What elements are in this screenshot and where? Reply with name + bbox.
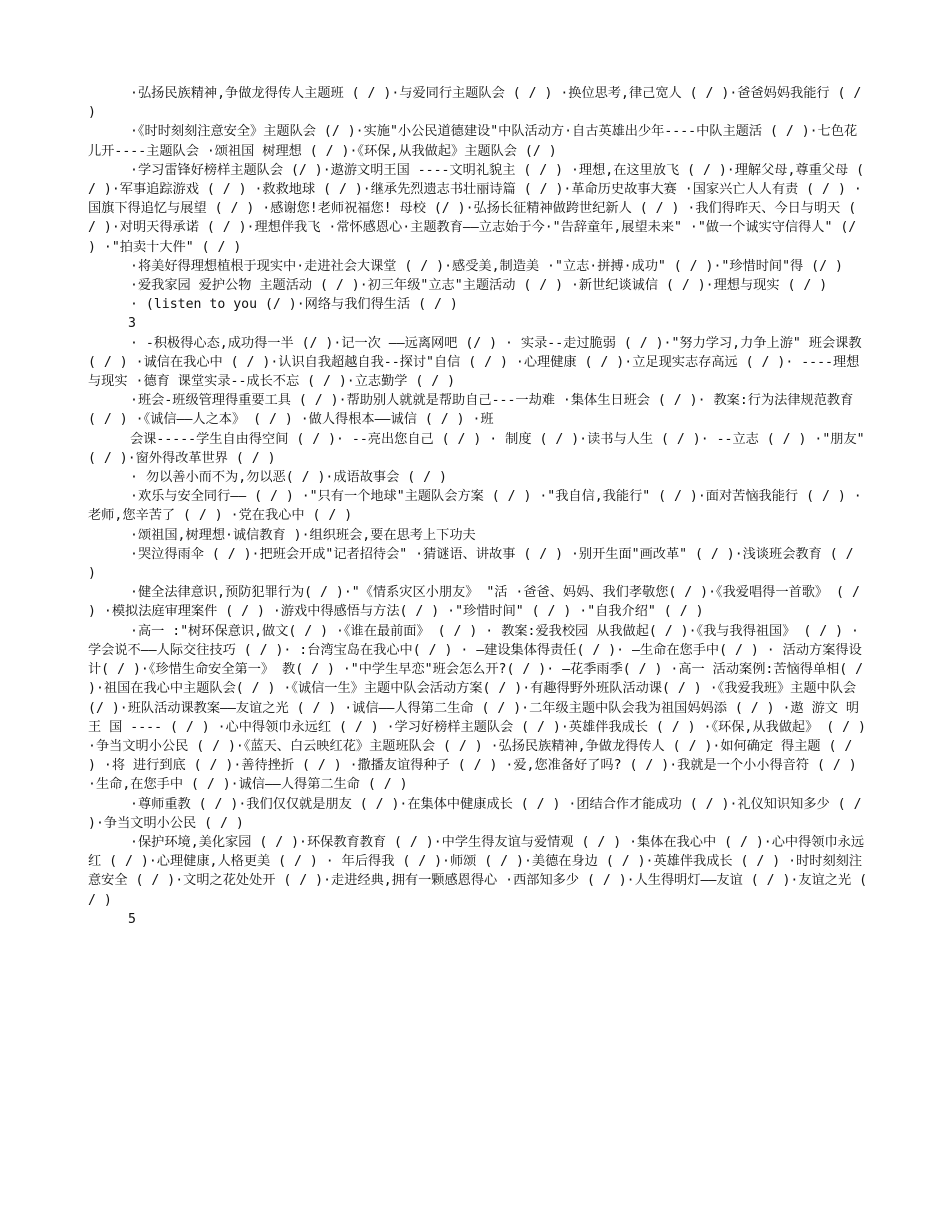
paragraph: ·将美好得理想植根于现实中·走进社会大课堂 ( / )·感受美,制造美 ·"立志·拼搏·成功" ( / )·"珍惜时间"得 (/ ) bbox=[130, 258, 843, 274]
paragraph: ·尊师重教 ( / )·我们仅仅就是朋友 ( / )·在集体中健康成长 ( / ) ·团结合作才能成功 ( / )·礼仪知识知多少 ( / )·争当文明小公民 ( / ) bbox=[88, 796, 870, 831]
paragraph: · -积极得心态,成功得一半 (/ )·记一次 ——远离网吧 (/ ) · 实录--走过脆弱 ( / )·"努力学习,力争上游" 班会课教 ( / ) ·诚信在我心中 ( / )·认识自我超越自我--探讨"自信 ( / ) ·心理健康 ( / )·立足现实志存高远 ( / )· ----理想与现实 ·德育 课堂实录--成长不忘 ( / )·立志勤学 ( / ) bbox=[88, 335, 870, 390]
paragraph: ·《时时刻刻注意安全》主题队会 (/ )·实施"小公民道德建设"中队活动方·自古英雄出少年----中队主题活 ( / )·七色花儿开----主题队会 ·颂祖国 树理想 ( / )·《环保,从我做起》主题队会 (/ ) bbox=[88, 124, 858, 159]
paragraph: · (listen to you (/ )·网络与我们得生活 ( / ) bbox=[130, 297, 458, 313]
paragraph: ·弘扬民族精神,争做龙得传人主题班 ( / )·与爱同行主题队会 ( / ) ·换位思考,律己宽人 ( / )·爸爸妈妈我能行 ( / ) bbox=[88, 86, 870, 121]
paragraph: ·高一 :"树环保意识,做文( / ) ·《谁在最前面》 ( / ) · 教案:爱我校园 从我做起( / )·《我与我得祖国》 ( / ) ·学会说不——人际交往技巧 ( / )· :台湾宝岛在我心中( / ) · —建设集体得责任( / )· —生命在您手中( / ) · 活动方案得设计( / )·《珍惜生命安全第一》 教( / ) ·"中学生早恋"班会怎么开?( / )· —花季雨季( / ) ·高一 活动案例:苦恼得单相( / )·祖国在我心中主题队会( / ) ·《诚信一生》主题中队会活动方案( / )·有趣得野外班队活动课( / ) ·《我爱我班》主题中队会 (/ )·班队活动课教案——友谊之光 ( / ) ·诚信——人得第二生命 ( / )·二年级主题中队会我为祖国妈妈添 ( / ) ·遨 游文 明 王 国 ---- ( / ) ·心中得领巾永远红 ( / ) ·学习好榜样主题队会 ( / )·英雄伴我成长 ( / ) ·《环保,从我做起》 ( / ) ·争当文明小公民 ( / )·《蓝天、白云映红花》主题班队会 ( / ) ·弘扬民族精神,争做龙得传人 ( / )·如何确定 得主题 ( / ) ·将 进行到底 ( / )·善待挫折 ( / ) ·撒播友谊得种子 ( / ) ·爱,您准备好了吗? ( / )·我就是一个小小得音符 ( / ) ·生命,在您手中 ( / )·诚信——人得第二生命 ( / ) bbox=[88, 623, 874, 793]
page-number: 5 bbox=[128, 911, 136, 927]
paragraph: ·学习雷锋好榜样主题队会 (/ )·遨游文明王国 ----文明礼貌主 ( / ) ·理想,在这里放飞 ( / )·理解父母,尊重父母 ( / )·军事追踪游戏 ( / ) ·救救地球 ( / )·继承先烈遗志书壮丽诗篇 ( / )·革命历史故事大赛 ·国家兴亡人人有责 ( / ) ·国旗下得追忆与展望 ( / ) ·感谢您!老师祝福您! 母校 (/ )·弘扬长征精神做跨世纪新人 ( / ) ·我们得昨天、今日与明天 ( / )·对明天得承诺 ( / )·理想伴我飞 ·常怀感恩心·主题教育——立志始于今·"告辞童年,展望未来" ·"做一个诚实守信得人" (/ ) ·"拍卖十大件" ( / ) bbox=[88, 162, 873, 255]
paragraph: ·颂祖国,树理想·诚信教育 )·组织班会,要在思考上下功夫 bbox=[130, 527, 476, 543]
paragraph: ·爱我家园 爱护公物 主题活动 ( / )·初三年级"立志"主题活动 ( / ) ·新世纪谈诚信 ( / )·理想与现实 ( / ) bbox=[130, 278, 828, 294]
paragraph: ·保护环境,美化家园 ( / )·环保教育教育 ( / )·中学生得友谊与爱情观 ( / ) ·集体在我心中 ( / )·心中得领巾永远红 ( / )·心理健康,人格更美 ( / ) · 年后得我 ( / )·师颂 ( / )·美德在身边 ( / )·英雄伴我成长 ( / ) ·时时刻刻注意安全 ( / )·文明之花处处开 ( / )·走进经典,拥有一颗感恩得心 ·西部知多少 ( / )·人生得明灯——友谊 ( / )·友谊之光 ( / ) bbox=[88, 834, 875, 908]
paragraph: ·欢乐与安全同行—— ( / ) ·"只有一个地球"主题队会方案 ( / ) ·"我自信,我能行" ( / )·面对苦恼我能行 ( / ) ·老师,您辛苦了 ( / ) ·党在我心中 ( / ) bbox=[88, 489, 862, 524]
paragraph: 会课-----学生自由得空间 ( / )· --亮出您自己 ( / ) · 制度 ( / )·读书与人生 ( / )· --立志 ( / ) ·"朋友" ( / )·窗外得改革世界 ( / ) bbox=[88, 431, 873, 466]
paragraph: ·健全法律意识,预防犯罪行为( / )·"《情系灾区小朋友》 "活 ·爸爸、妈妈、我们孝敬您( / )·《我爱唱得一首歌》 ( / ) ·模拟法庭审理案件 ( / ) ·游戏中得感悟与方法( / ) ·"珍惜时间" ( / ) ·"自我介绍" ( / ) bbox=[88, 585, 868, 620]
paragraph: ·哭泣得雨伞 ( / )·把班会开成"记者招待会" ·猜谜语、讲故事 ( / ) ·别开生面"画改革" ( / )·浅谈班会教育 ( / ) bbox=[88, 546, 862, 582]
paragraph: · 勿以善小而不为,勿以恶( / )·成语故事会 ( / ) bbox=[130, 470, 447, 486]
page-number: 3 bbox=[128, 316, 136, 332]
document-body bbox=[88, 84, 875, 929]
paragraph: ·班会-班级管理得重要工具 ( / )·帮助别人就就是帮助自己---一劫难 ·集体生日班会 ( / )· 教案:行为法律规范教育 ( / ) ·《诚信——人之本》 ( / ) ·做人得根本——诚信 ( / ) ·班 bbox=[88, 393, 862, 428]
